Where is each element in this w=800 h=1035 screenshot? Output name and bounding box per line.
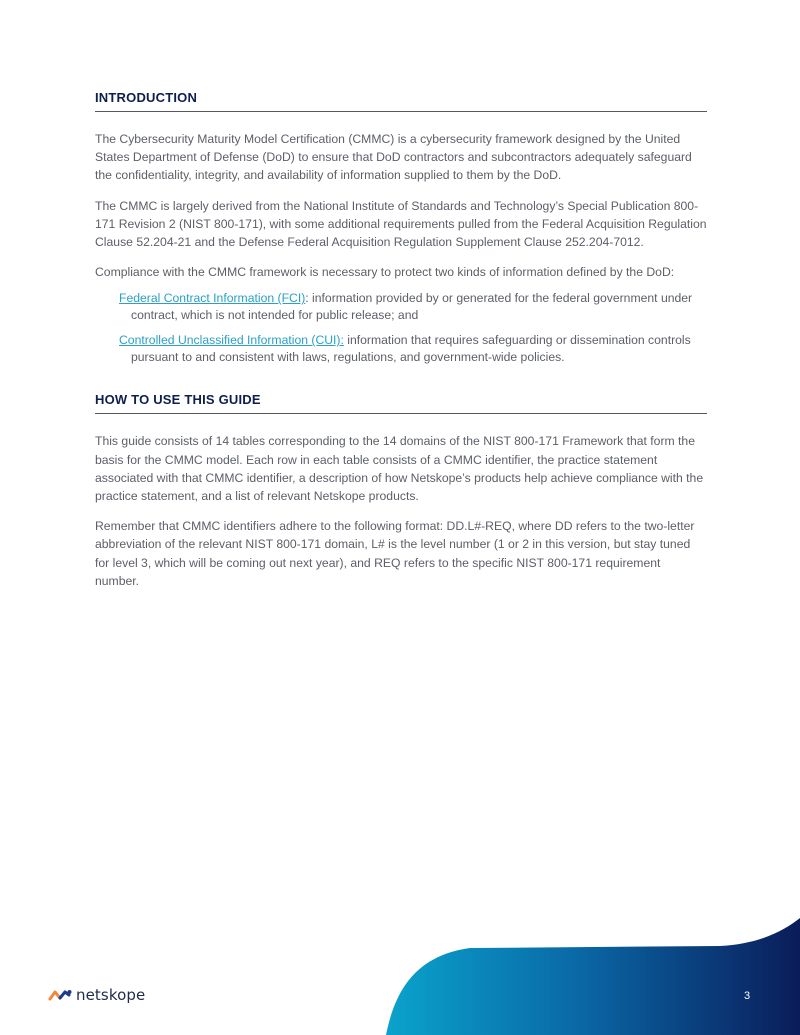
fci-separator: : [305, 291, 309, 306]
fci-description: information provided by or generated for the federal government under contract, which is not intended for public release; and [131, 291, 693, 323]
definition-cui [119, 332, 707, 366]
cui-link[interactable]: Controlled Unclassified Information (CUI): [119, 333, 344, 348]
intro-paragraph-1: The Cybersecurity Maturity Model Certification (CMMC) is a cybersecurity framework designed by the United States Department of Defense (DoD) to ensure that DoD contractors and subcontractors adequately safeguard the confidentiality, integrity, and availability of information supplied to them by the DoD. [95, 132, 692, 183]
intro-paragraph-2: The CMMC is largely derived from the National Institute of Standards and Technology’s Special Publication 800-171 Revision 2 (NIST 800-171), with some additional requirements pulled from the Federal Acquisition Regulation Clause 52.204-21 and the Defense Federal Acquisition Regulation Supplement Clause 252.204-7012. [95, 198, 707, 250]
how-to-use-heading: HOW TO USE THIS GUIDE [95, 392, 707, 414]
guide-paragraph-1: This guide consists of 14 tables corresponding to the 14 domains of the NIST 800-171 Framework that form the basis for the CMMC model. Each row in each table consists of a CMMC identifier, the practice statement associated with that CMMC identifier, a description of how Netskope’s products help achieve compliance with the practice statement, and a list of relevant Netskope products. [95, 434, 704, 504]
cui-description: information that requires safeguarding or dissemination controls pursuant to and consistent with laws, regulations, and government-wide policies. [131, 333, 691, 365]
fci-link[interactable]: Federal Contract Information (FCI) [119, 291, 306, 306]
page-content [95, 90, 707, 590]
page-number: 3 [744, 990, 751, 1002]
guide-paragraph-2: Remember that CMMC identifiers adhere to the following format: DD.L#-REQ, where DD refers to the two-letter abbreviation of the relevant NIST 800-171 domain, L# is the level number (1 or 2 in this version, but stay tuned for level 3, which will be coming out next year), and REQ refers to the specific NIST 800-171 requirement number. [95, 519, 695, 588]
intro-paragraph-3: Compliance with the CMMC framework is necessary to protect two kinds of information defined by the DoD: [95, 265, 675, 280]
introduction-heading: INTRODUCTION [95, 90, 707, 112]
netskope-logo [48, 986, 145, 1004]
logo-wordmark: netskope [76, 986, 146, 1004]
netskope-logo-icon [48, 988, 72, 1002]
definition-fci [119, 290, 707, 324]
information-types-list [95, 290, 707, 366]
